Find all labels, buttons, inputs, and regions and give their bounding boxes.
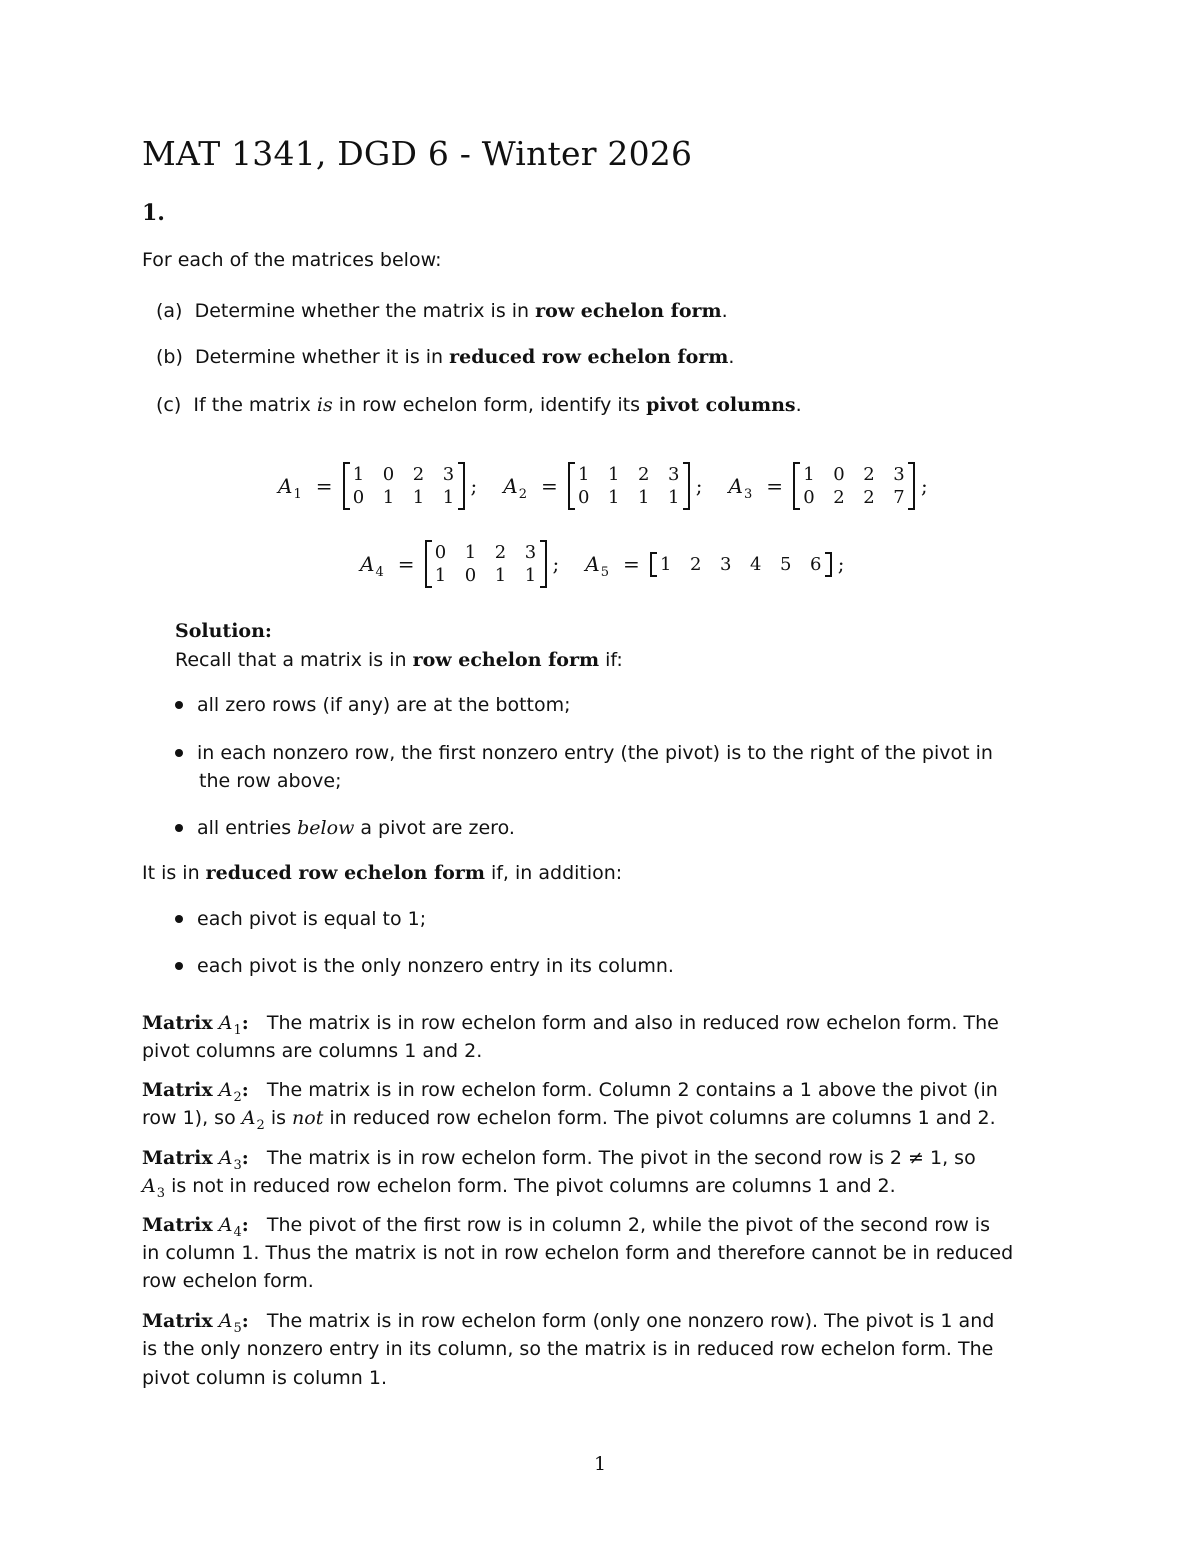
answer-matrix: $A_2$ bbox=[218, 1079, 242, 1105]
rref-pre: It is in bbox=[142, 862, 206, 884]
task-text: in row echelon form, identify its bbox=[332, 394, 647, 416]
answer-a4-line2: in column 1. Thus the matrix is not in row echelon form and therefore cannot be in reduced bbox=[142, 1242, 1014, 1264]
separator: ; bbox=[921, 474, 928, 498]
matrix-cell: 0 bbox=[382, 464, 395, 485]
task-bold: pivot columns bbox=[646, 394, 796, 416]
matrix-cell: 1 bbox=[434, 565, 447, 586]
matrix-label: $A_1$ bbox=[278, 474, 302, 502]
matrix-label: $A_4$ bbox=[360, 552, 384, 580]
equals-sign: = bbox=[397, 552, 415, 576]
matrix-cell: 1 bbox=[608, 487, 620, 508]
matrix-cell: 1 bbox=[638, 487, 650, 508]
bullet-text: each pivot is equal to 1; bbox=[197, 908, 427, 930]
separator: ; bbox=[470, 474, 478, 498]
answer-text: in reduced row echelon form. The pivot columns are columns 1 and 2. bbox=[323, 1107, 996, 1129]
matrix-cell: 1 bbox=[494, 565, 507, 586]
bullet-italic: below bbox=[297, 817, 355, 839]
rref-bullet-2 bbox=[175, 952, 674, 980]
matrix-row-1 bbox=[278, 462, 938, 510]
answer-text: The pivot of the first row is in column 2, while the pivot of the second row is bbox=[266, 1214, 990, 1236]
matrix-cell: 3 bbox=[893, 464, 905, 485]
matrix-a2 bbox=[568, 462, 690, 510]
answer-text: The matrix is in row echelon form. Column 2 contains a 1 above the pivot (in bbox=[266, 1079, 998, 1101]
task-text: Determine whether it is in bbox=[194, 346, 450, 368]
matrix-cell: 7 bbox=[893, 487, 905, 508]
recall-bold: row echelon form bbox=[412, 649, 600, 671]
answer-matrix: $A_4$ bbox=[218, 1214, 242, 1240]
matrix-cell: 2 bbox=[833, 487, 845, 508]
bullet-icon bbox=[175, 749, 183, 757]
recall-text bbox=[175, 646, 623, 674]
answer-matrix: $A_3$ bbox=[218, 1147, 242, 1173]
matrix-cell: 0 bbox=[833, 464, 845, 485]
task-punct: . bbox=[795, 394, 802, 416]
separator: ; bbox=[552, 552, 560, 576]
task-bold: row echelon form bbox=[535, 300, 722, 322]
task-b bbox=[156, 343, 734, 371]
equals-sign: = bbox=[766, 474, 783, 498]
question-number: 1. bbox=[142, 200, 165, 226]
matrix-cell: 0 bbox=[352, 487, 365, 508]
answer-text: row 1), so bbox=[142, 1107, 242, 1129]
bullet-text: all entries bbox=[197, 817, 298, 839]
answer-a5-line2: is the only nonzero entry in its column, so the matrix is in reduced row echelon form. The bbox=[142, 1338, 994, 1360]
answer-a5-line3: pivot column is column 1. bbox=[142, 1367, 388, 1389]
recall-post: if: bbox=[599, 649, 623, 671]
task-punct: . bbox=[728, 346, 735, 368]
matrix-cell: 1 bbox=[578, 464, 590, 485]
answer-label: Matrix bbox=[142, 1310, 213, 1332]
answer-label: Matrix bbox=[142, 1012, 213, 1034]
matrix-a3 bbox=[793, 462, 915, 510]
matrix-a1 bbox=[343, 462, 465, 510]
answer-a2-line2: row 1), so $A_2$ is not in reduced row echelon form. The pivot columns are columns 1 and 2. bbox=[142, 1107, 996, 1133]
answer-a5: Matrix $A_5$: The matrix is in row echelon form (only one nonzero row). The pivot is 1 and bbox=[142, 1310, 995, 1336]
matrix-cell: 0 bbox=[803, 487, 815, 508]
matrix-row-2 bbox=[360, 540, 855, 588]
bullet-text: a pivot are zero. bbox=[354, 817, 515, 839]
bullet-text: each pivot is the only nonzero entry in its column. bbox=[197, 955, 674, 977]
rref-post: if, in addition: bbox=[484, 862, 623, 884]
matrix-cell: 2 bbox=[638, 464, 650, 485]
matrix-cell: 1 bbox=[608, 464, 620, 485]
matrix-cell: 1 bbox=[382, 487, 395, 508]
matrix-cell: 2 bbox=[863, 464, 875, 485]
ref-bullet-1 bbox=[175, 691, 571, 719]
matrix-cell: 3 bbox=[720, 553, 732, 575]
answer-text: is bbox=[270, 1107, 286, 1129]
matrix-cell: 5 bbox=[780, 553, 792, 575]
matrix-label: $A_5$ bbox=[585, 552, 609, 580]
ref-bullet-2-cont: the row above; bbox=[199, 770, 342, 792]
matrix-cell: 0 bbox=[578, 487, 590, 508]
matrix-cell: 1 bbox=[524, 565, 537, 586]
matrix-cell: 3 bbox=[442, 464, 455, 485]
task-italic: is bbox=[316, 394, 333, 416]
matrix-cell: 1 bbox=[412, 487, 425, 508]
answer-label: Matrix bbox=[142, 1147, 213, 1169]
matrix-cell: 2 bbox=[863, 487, 875, 508]
solution-heading: Solution: bbox=[175, 620, 272, 642]
answer-a2: Matrix $A_2$: The matrix is in row echelon form. Column 2 contains a 1 above the pivot (in bbox=[142, 1079, 998, 1105]
answer-label: Matrix bbox=[142, 1214, 213, 1236]
matrix-label: $A_2$ bbox=[503, 474, 527, 502]
answer-a3-line2: $A_3$ is not in reduced row echelon form. The pivot columns are columns 1 and 2. bbox=[142, 1175, 896, 1201]
matrix-cell: 3 bbox=[668, 464, 680, 485]
answer-matrix: $A_1$ bbox=[218, 1012, 242, 1038]
matrix-cell: 2 bbox=[690, 553, 702, 575]
bullet-icon bbox=[175, 701, 183, 709]
matrix-cell: 1 bbox=[660, 553, 672, 575]
ref-bullet-3 bbox=[175, 814, 515, 842]
bullet-icon bbox=[175, 915, 183, 923]
rref-bold: reduced row echelon form bbox=[205, 862, 485, 884]
matrix-cell: 1 bbox=[668, 487, 680, 508]
bullet-text: all zero rows (if any) are at the bottom; bbox=[197, 694, 571, 716]
answer-label: Matrix bbox=[142, 1079, 213, 1101]
matrix-cell: 0 bbox=[434, 542, 447, 563]
answer-text: is not in reduced row echelon form. The pivot columns are columns 1 and 2. bbox=[171, 1175, 896, 1197]
answer-a1: Matrix $A_1$: The matrix is in row echelon form and also in reduced row echelon form. The bbox=[142, 1012, 999, 1038]
answer-text: The matrix is in row echelon form and also in reduced row echelon form. The bbox=[266, 1012, 999, 1034]
matrix-a4 bbox=[425, 540, 547, 588]
answer-text: The matrix is in row echelon form. The pivot in the second row is 2 ≠ 1, so bbox=[266, 1147, 976, 1169]
answer-a4: Matrix $A_4$: The pivot of the first row is in column 2, while the pivot of the second row is bbox=[142, 1214, 990, 1240]
recall-pre: Recall that a matrix is in bbox=[175, 649, 413, 671]
bullet-icon bbox=[175, 962, 183, 970]
answer-text: The matrix is in row echelon form (only one nonzero row). The pivot is 1 and bbox=[266, 1310, 995, 1332]
answer-matrix: $A_5$ bbox=[218, 1310, 242, 1336]
task-a bbox=[156, 297, 728, 325]
task-text: If the matrix bbox=[193, 394, 317, 416]
task-label: (c) bbox=[156, 394, 182, 416]
task-text: Determine whether the matrix is in bbox=[194, 300, 536, 322]
matrix-cell: 1 bbox=[803, 464, 815, 485]
task-label: (b) bbox=[156, 346, 183, 368]
rref-bullet-1 bbox=[175, 905, 426, 933]
task-c bbox=[156, 391, 802, 419]
bullet-text: in each nonzero row, the first nonzero entry (the pivot) is to the right of the pivot in bbox=[197, 742, 993, 764]
answer-a3: Matrix $A_3$: The matrix is in row echelon form. The pivot in the second row is 2 ≠ 1, so bbox=[142, 1147, 976, 1173]
matrix-a5 bbox=[650, 552, 832, 577]
answer-italic: not bbox=[292, 1107, 324, 1129]
matrix-cell: 0 bbox=[464, 565, 477, 586]
equals-sign: = bbox=[315, 474, 333, 498]
matrix-cell: 2 bbox=[412, 464, 425, 485]
bullet-icon bbox=[175, 824, 183, 832]
matrix-cell: 4 bbox=[750, 553, 762, 575]
intro-text: For each of the matrices below: bbox=[142, 249, 442, 271]
task-bold: reduced row echelon form bbox=[449, 346, 729, 368]
page-title: MAT 1341, DGD 6 - Winter 2026 bbox=[142, 134, 693, 173]
ref-bullet-2 bbox=[175, 739, 993, 767]
separator: ; bbox=[695, 474, 703, 498]
matrix-cell: 1 bbox=[352, 464, 365, 485]
equals-sign: = bbox=[622, 552, 640, 576]
matrix-cell: 1 bbox=[464, 542, 477, 563]
equals-sign: = bbox=[540, 474, 558, 498]
rref-intro bbox=[142, 859, 622, 887]
separator: ; bbox=[837, 552, 845, 576]
matrix-cell: 6 bbox=[810, 553, 822, 575]
answer-a1-line2: pivot columns are columns 1 and 2. bbox=[142, 1040, 483, 1062]
matrix-cell: 1 bbox=[442, 487, 455, 508]
answer-a4-line3: row echelon form. bbox=[142, 1270, 314, 1292]
task-label: (a) bbox=[156, 300, 183, 322]
matrix-label: $A_3$ bbox=[728, 474, 753, 502]
matrix-cell: 3 bbox=[524, 542, 537, 563]
task-punct: . bbox=[721, 300, 728, 322]
page-number: 1 bbox=[594, 1453, 607, 1475]
matrix-cell: 2 bbox=[494, 542, 507, 563]
